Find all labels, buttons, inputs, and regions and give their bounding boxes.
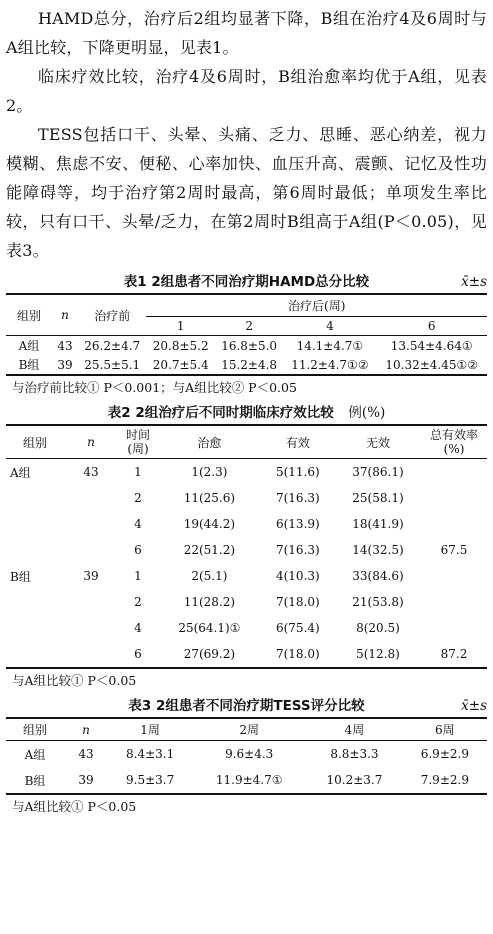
table2-cell-total: 67.5 xyxy=(440,543,468,557)
table2-cell-group: B组 xyxy=(10,569,31,584)
table-row xyxy=(6,355,487,375)
paragraph-hamd: HAMD总分，治疗后2组均显著下降，B组在治疗4及6周时与A组比较，下降更明显，见表1。 xyxy=(6,9,487,57)
table3-header-n: n xyxy=(64,718,108,741)
table2-cell-time: 6 xyxy=(134,647,142,661)
table-row xyxy=(6,589,487,615)
table1-note: 与治疗前比较① P＜0.001；与A组比较② P＜0.05 xyxy=(12,380,297,395)
table2-header-effective: 有效 xyxy=(261,425,335,459)
table2-cell-ineffective: 18(41.9) xyxy=(352,517,404,531)
table-row xyxy=(6,459,487,486)
table3-note: 与A组比较① P＜0.05 xyxy=(12,799,137,814)
table2-caption xyxy=(6,402,487,424)
table-row xyxy=(6,741,487,768)
table1-cell-w2: 15.2±4.8 xyxy=(221,357,278,372)
table2-cell-total xyxy=(421,459,487,486)
table2-cell-n: 39 xyxy=(83,569,99,583)
table2-cell-ineffective: 14(32.5) xyxy=(352,543,404,557)
table1-cell-w1: 20.7±5.4 xyxy=(152,357,209,372)
table-row xyxy=(6,485,487,511)
table2-cell-ineffective: 5(12.8) xyxy=(356,647,400,661)
table2-cell-effective: 7(18.0) xyxy=(275,595,320,609)
table1-cell-before: 26.2±4.7 xyxy=(84,338,141,353)
table2-cell-group xyxy=(6,511,64,537)
table2-cell-ineffective: 25(58.1) xyxy=(352,491,404,505)
table2-cell-total: 87.2 xyxy=(440,647,468,661)
table2-cell-time: 4 xyxy=(134,517,142,531)
table2-header-group: 组别 xyxy=(6,425,64,459)
table2-cell-ineffective: 21(53.8) xyxy=(352,595,404,609)
table1-caption xyxy=(6,271,487,293)
table3-header-w4: 4周 xyxy=(306,718,403,741)
table2-cell-time: 4 xyxy=(134,621,142,635)
table1-cell-w4: 11.2±4.7①② xyxy=(291,357,369,372)
table1-cell-w4: 14.1±4.7① xyxy=(296,338,364,353)
table2-cell-group xyxy=(6,485,64,511)
table3-cell-w1: 8.4±3.1 xyxy=(126,747,175,761)
table2-header-n: n xyxy=(64,425,118,459)
table3-caption-text: 2组患者不同治疗期TESS评分比较 xyxy=(155,698,365,714)
table2-cell-group xyxy=(6,589,64,615)
table3-header-group: 组别 xyxy=(6,718,64,741)
table1-header-week: 2 xyxy=(215,317,283,336)
table2-cell-time: 2 xyxy=(134,595,142,609)
table2-cell-time: 1 xyxy=(134,569,142,583)
table2-cell-cured: 25(64.1)① xyxy=(178,621,241,635)
table1-unit: x̄±s xyxy=(461,274,487,290)
table2-header-total: 总有效率(%) xyxy=(421,425,487,459)
table2-cell-n xyxy=(64,589,118,615)
table1-header-week: 4 xyxy=(283,317,376,336)
table2-cell-total xyxy=(421,511,487,537)
table2-cell-n: 43 xyxy=(83,465,99,479)
table1-header-after: 治疗后(周) xyxy=(146,294,487,317)
table1-cell-w1: 20.8±5.2 xyxy=(152,338,209,353)
table2-cell-group xyxy=(6,537,64,563)
paragraph-efficacy: 临床疗效比较，治疗4及6周时，B组治愈率均优于A组，见表2。 xyxy=(6,67,487,115)
table2-cell-n xyxy=(64,537,118,563)
table-row xyxy=(6,511,487,537)
table3-header-w6: 6周 xyxy=(403,718,487,741)
table2-header-ineffective: 无效 xyxy=(335,425,421,459)
table3-cell-w2: 11.9±4.7① xyxy=(215,773,283,787)
table2-cell-cured: 11(28.2) xyxy=(183,595,236,609)
table3-cell-w4: 8.8±3.3 xyxy=(330,747,379,761)
table3-cell-group: B组 xyxy=(24,773,46,788)
table3-cell-w4: 10.2±3.7 xyxy=(326,773,383,787)
table2-cell-effective: 4(10.3) xyxy=(275,569,320,583)
table2-cell-effective: 7(16.3) xyxy=(275,543,320,557)
table2-cell-group xyxy=(6,615,64,641)
table1-header-group: 组别 xyxy=(6,294,52,336)
table2-cell-effective: 7(16.3) xyxy=(275,491,320,505)
table2-cell-effective: 5(11.6) xyxy=(275,465,320,479)
table3-cell-n: 39 xyxy=(78,773,94,787)
table2-cell-time: 6 xyxy=(134,543,142,557)
table1-cell-w6: 13.54±4.64① xyxy=(390,338,473,353)
table1-cell-n: 43 xyxy=(57,338,73,353)
table2-cell-cured: 22(51.2) xyxy=(183,543,236,557)
table1-header-before: 治疗前 xyxy=(78,294,146,336)
table1-caption-text: 2组患者不同治疗期HAMD总分比较 xyxy=(151,274,370,290)
table1-cell-n: 39 xyxy=(57,357,73,372)
table1-header-week: 1 xyxy=(146,317,214,336)
table3-caption-lead: 表3 xyxy=(128,698,152,714)
table2-header-time: 时间(周) xyxy=(118,425,158,459)
table2-cell-cured: 11(25.6) xyxy=(183,491,236,505)
paper-page xyxy=(0,4,493,934)
table2-cell-effective: 7(18.0) xyxy=(275,647,320,661)
table3-cell-w6: 6.9±2.9 xyxy=(420,747,469,761)
table2-caption-text: 2组治疗后不同时期临床疗效比较 xyxy=(135,405,334,421)
table2-cell-time: 2 xyxy=(134,491,142,505)
table2-cell-time: 1 xyxy=(134,465,142,479)
table2-cell-total xyxy=(421,563,487,589)
table2-cell-n xyxy=(64,485,118,511)
table2-caption-lead: 表2 xyxy=(107,405,131,421)
table2-cell-cured: 27(69.2) xyxy=(183,647,236,661)
table3-cell-group: A组 xyxy=(24,747,46,762)
table1 xyxy=(6,293,487,376)
table1-caption-lead: 表1 xyxy=(123,274,147,290)
table2-cell-total xyxy=(421,615,487,641)
table1-header-week: 6 xyxy=(376,317,487,336)
table-row xyxy=(6,336,487,356)
table-row xyxy=(6,615,487,641)
table3-cell-w2: 9.6±4.3 xyxy=(225,747,274,761)
table2-cell-total xyxy=(421,485,487,511)
table1-cell-before: 25.5±5.1 xyxy=(84,357,141,372)
table2-cell-effective: 6(75.4) xyxy=(275,621,320,635)
table2-header-cured: 治愈 xyxy=(158,425,261,459)
table2-cell-effective: 6(13.9) xyxy=(275,517,320,531)
table2-unit: 例(%) xyxy=(348,405,386,421)
table3 xyxy=(6,717,487,795)
table3-header-w2: 2周 xyxy=(192,718,306,741)
table2-cell-n xyxy=(64,615,118,641)
table3-cell-n: 43 xyxy=(78,747,94,761)
table2-cell-cured: 2(5.1) xyxy=(191,569,228,583)
table1-cell-w6: 10.32±4.45①② xyxy=(385,357,479,372)
table3-header-w1: 1周 xyxy=(108,718,192,741)
table-row xyxy=(6,767,487,794)
table3-unit: x̄±s xyxy=(461,698,487,714)
table2-cell-total xyxy=(421,589,487,615)
table1-cell-w2: 16.8±5.0 xyxy=(221,338,278,353)
table2-cell-group: A组 xyxy=(10,465,31,480)
table2-note: 与A组比较① P＜0.05 xyxy=(12,673,137,688)
table2-cell-cured: 1(2.3) xyxy=(191,465,228,479)
table2-cell-n xyxy=(64,641,118,668)
table1-cell-group: A组 xyxy=(18,339,40,353)
table2-cell-ineffective: 33(84.6) xyxy=(352,569,404,583)
table3-cell-w1: 9.5±3.7 xyxy=(126,773,175,787)
table3-caption xyxy=(6,695,487,717)
table-row xyxy=(6,537,487,563)
table2 xyxy=(6,424,487,669)
table3-cell-w6: 7.9±2.9 xyxy=(420,773,469,787)
table2-cell-cured: 19(44.2) xyxy=(183,517,236,531)
table2-cell-group xyxy=(6,641,64,668)
table2-cell-ineffective: 37(86.1) xyxy=(352,465,404,479)
table1-cell-group: B组 xyxy=(18,358,40,372)
table2-cell-ineffective: 8(20.5) xyxy=(356,621,400,635)
table1-header-n: n xyxy=(52,294,78,336)
table-row xyxy=(6,563,487,589)
table2-cell-n xyxy=(64,511,118,537)
paragraph-tess: TESS包括口干、头晕、头痛、乏力、思睡、恶心纳差，视力模糊、焦虑不安、便秘、心率加快、血压升高、震颤、记忆及性功能障碍等，均于治疗第2周时最高，第6周时最低；单项发生率比较，只有口干、头晕/乏力，在第2周时B组高于A组(P＜0.05)，见表3。 xyxy=(6,125,487,260)
table-row xyxy=(6,641,487,668)
